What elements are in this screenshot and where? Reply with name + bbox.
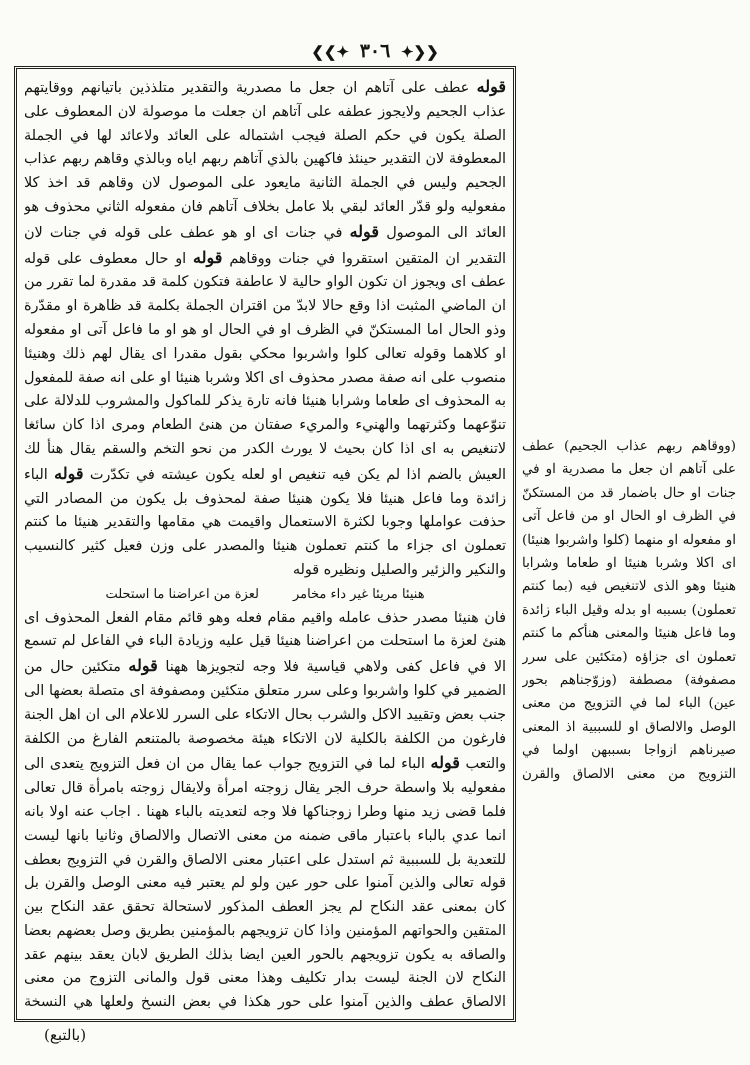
lemma-marker: قوله [349, 221, 379, 241]
lemma-marker: قوله [476, 77, 506, 96]
lemma-marker: قوله [128, 656, 158, 676]
commentary-text: معطوف على قوله عطف اى ويجوز ان تكون الواو حالية لا عاطفة فتكون كلمة قد مقدرة لما تقرر من ان الماضي المثبت اذا وقع حالا لابدّ من اقتران الجملة بكلمة قد ظاهرة او مقدّرة وذو الحال اما المستكنّ في الظرف او في الحال او هو او ما فاعل آتى او مفعوله او كلاهما وقوله تعالى كلوا واشربوا محكي بقول مقدرا اى يقال لهم ذلك وهنيئا منصوب على انه صفة مصدر محذوف اى اكلا وشربا هنيئا او على انه صفة للمفعول به المحذوف اى طعاما وشرابا هنيئا فانه تارة يذكر للماكول والمشروب للدلالة على تنوّعهما وكثرتهما والهنيء والمريء صفتان من هنئ الطعام ومرى اذا كان سائغا لاتنغيص به اى اذا كان بحيث لا يورث الكدر من نحو التخم والسقم يقال هنأ لك العيش بالضم اذا لم يكن فيه تنغيص او لعله يكون عيشته في تكدّرت [24, 250, 506, 483]
main-paragraph-1 [24, 77, 506, 241]
page-number-value: ٣٠٦ [359, 40, 391, 62]
lemma-marker: قوله [193, 247, 223, 267]
lemma-text: او حال [144, 250, 187, 267]
main-paragraph-4 [24, 463, 506, 578]
lemma-text: الباء لما في التزويج [307, 756, 425, 773]
lemma-text: في جنات [285, 224, 343, 241]
lemma-text: عطف على آتاهم ان جعل ما مصدرية [235, 80, 470, 96]
lemma-marker: قوله [54, 463, 84, 483]
margin-note: (ووقاهم ربهم عذاب الجحيم) عطف على آتاهم ان جعل ما مصدرية او في جنات او حال باضمار قد من المستكنّ في الظرف او الحال او من فاعل آتى او مفعوله او منهما (كلوا واشربوا هنيئا) اى اكلا وشربا هنيئا او طعاما وشرابا هنيئا وهو الذى لاتنغيص فيه (بما كنتم تعملون) بسببه او بدله وقيل الباء زائدة وما فاعل هنيئا والمعنى هنأكم ما كنتم تعملون اى جزاؤه (متكئين على سرر مصفوفة) مصطفة (وزوّجناهم بحور عين) الباء لما في التزويج من معنى الوصل والالصاق او للسببية اذ المعنى صيرناهم ازواجا بسببهن اولما في التزويج من معنى الالصاق والقرن [522, 439, 736, 782]
ornament-right: ✦❯❯ [400, 43, 439, 61]
main-commentary-frame [14, 66, 516, 1022]
catchword: (بالتبع) [44, 1026, 87, 1044]
commentary-text: اى او هو عطف على قوله في جنات لان التقدير ان المتقين استقروا في جنات ووقاهم [24, 224, 506, 267]
commentary-text: جواب عما يقال من ان فعل التزويج يتعدى الى مفعوليه بلا واسطة حرف الجر يقال زوجته امرأة ولايقال زوجته بامرأة قال تعالى فلما قضى زيد منها وطرا زوجناكها فلا وجه لتعديته بالباء ههنا . اجاب عنه اولا بانه انما عدي بالباء باعتبار ماقى ضمنه من معنى الاتصال والالصاق وثانيا بانها ليست للتعدية بل للسببية ثم استدل على اعتبار معنى الالصاق والقرن في التزويج بعطف قوله تعالى والذين آمنوا على حور عين ولو لم يعتبر فيه معنى الوصل والقرن بل كان بمعنى عقد النكاح لم يجز العطف المذكور لاستحالة تحقق عقد النكاح بين المتقين والحواتهم المؤمنين واذا كان تزويجهم بالمؤمنين بطريق وصل بعضهم بعضا والصاقه به يكون تزويجهم بالحور العين ايضا بذلك الطريق لابان يعقد بينهم عقد النكاح لان الجنة ليست بدار تكليف وهذا معنى قول والمانى التزوج من معنى الالصاق عطف والذين آمنوا على حور هكذا في بعض النسخ ولعلها هي النسخة [24, 756, 506, 1011]
verse-hemistich-right: هنيئا مريئا غير داء مخامر [292, 586, 425, 602]
verse-hemistich-left: لعزة من اعراضنا ما استحلت [105, 586, 259, 602]
main-paragraph-5: فان هنيئا مصدر حذف عامله واقيم مقام فعله وهو قائم مقام الفعل المحذوف اى هنئ لعزة ما استحلت من اعراضنا هنيئا قيل عليه وزيادة الباء في الفاعل لم تسمع الا في فاعل كفى ولاهي قياسية فلا وجه لتجويزها ههنا [24, 609, 506, 676]
commentary-text: والتقدير متلذذين باتيانهم ووقايتهم عذاب الجحيم ولايجوز عطفه على آتاهم ان جعلت ما موصولة لان المعطوف على الصلة يكون في حكم الصلة فيجب اشتماله على العائد ولاعائد لها في الجملة المعطوفة لان التقدير حينئذ فاكهين بالذي آتاهم ربهم اياه وبالذي وقاهم ربهم عذاب الجحيم وليس في الجملة الثانية مايعود على الموصول لان وقاهم قد اخذ كلا مفعوليه ولو قدّر العائد لبقي بلا عامل بخلاف آتاهم فان مفعوله الثاني محذوف هو العائد الى الموصول [24, 80, 506, 241]
commentary-text: فلا يكون هنيئا صفة لمحذوف بل يكون من المصادر التي حذفت عواملها وجوبا لكثرة الاستعمال واقيمت هي مقامها والتقدير هنيئا ما كنتم تعملون اى جزاء ما كنتم تعملون هنيئا والمصدر على وزن فعيل كثير كالنسيب والنكير والزئير والصليل ونظيره قوله [24, 490, 506, 578]
lemma-text: الباء زائدة وما فاعل هنيئا [24, 466, 506, 507]
main-paragraph-7 [24, 753, 506, 1013]
ornament-left: ❮❮✦ [311, 43, 350, 61]
main-commentary-text [24, 75, 506, 1013]
main-paragraph-3 [24, 247, 506, 483]
poetry-couplet [24, 583, 506, 607]
commentary-text: حال من الضمير في كلوا واشربوا وعلى سرر متعلق متكئين ومصفوفة اى متصلة بعضها الى جنب بعض وتقييد الاكل والشرب بحال الاتكاء على السرر للاعلام الى ان اهل الجنة فارغون من الكلفة بالكلية لان الاتكاء هيئة مخصوصة بالمتنعم الفارغ من الكلفة والتعب [24, 659, 506, 773]
lemma-text: متكئين [81, 659, 121, 676]
page-number [0, 40, 750, 62]
lemma-marker: قوله [430, 753, 460, 773]
